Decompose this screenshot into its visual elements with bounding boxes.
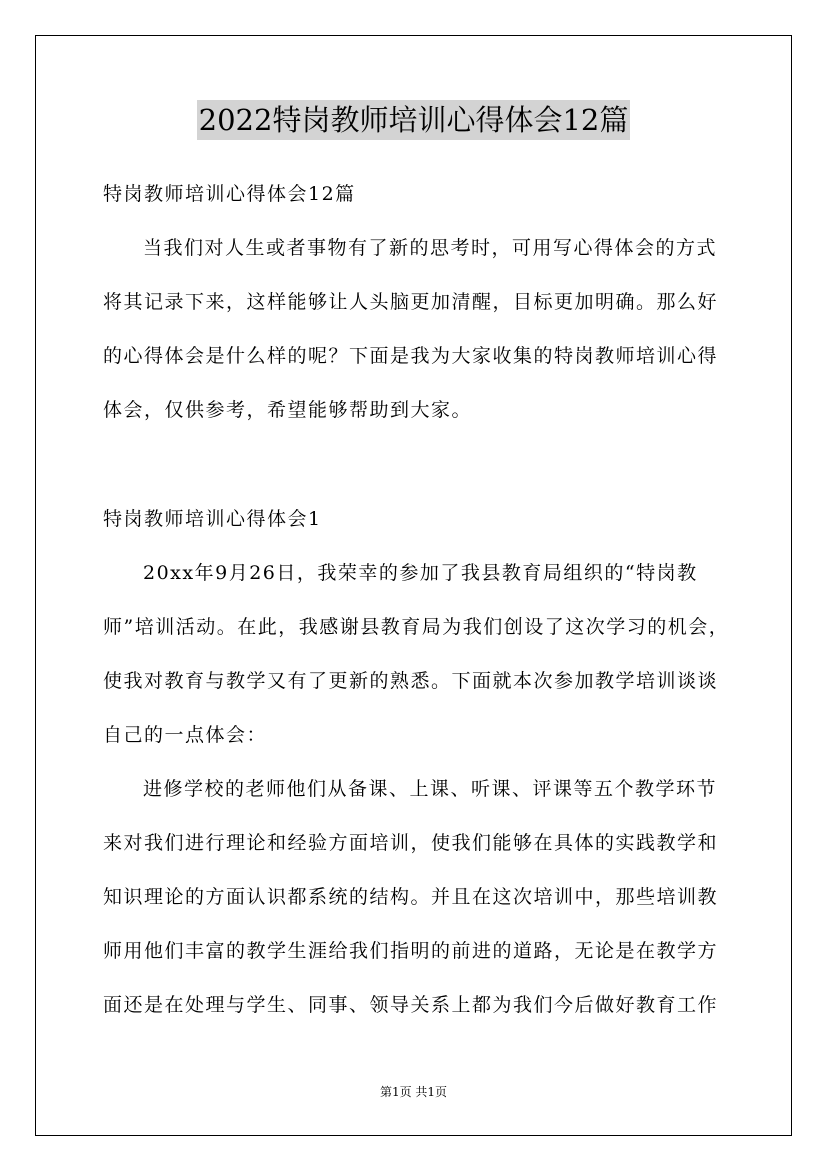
paragraph-line: 将其记录下来，这样能够让人头脑更加清醒，目标更加明确。那么好 <box>103 291 719 313</box>
paragraph-line: 师”培训活动。在此，我感谢县教育局为我们创设了这次学习的机会， <box>103 616 730 638</box>
paragraph-line: 使我对教育与教学又有了更新的熟悉。下面就本次参加教学培训谈谈 <box>103 670 719 692</box>
paragraph-line: 进修学校的老师他们从备课、上课、听课、评课等五个教学环节 <box>143 778 718 800</box>
document-title: 2022特岗教师培训心得体会12篇 <box>197 100 631 140</box>
paragraph-line: 自己的一点体会： <box>103 724 268 746</box>
subtitle-line: 特岗教师培训心得体会12篇 <box>103 183 356 205</box>
page-footer: 第1页 共1页 <box>379 1085 448 1099</box>
paragraph-line: 当我们对人生或者事物有了新的思考时，可用写心得体会的方式 <box>143 237 718 259</box>
paragraph-line: 知识理论的方面认识都系统的结构。并且在这次培训中，那些培训教 <box>103 886 719 908</box>
section-heading: 特岗教师培训心得体会1 <box>103 508 322 530</box>
paragraph-line: 师用他们丰富的教学生涯给我们指明的前进的道路，无论是在教学方 <box>103 940 719 962</box>
paragraph-line: 来对我们进行理论和经验方面培训，使我们能够在具体的实践教学和 <box>103 832 719 854</box>
paragraph-line: 体会，仅供参考，希望能够帮助到大家。 <box>103 399 473 421</box>
title-container <box>0 100 827 140</box>
paragraph-line: 20xx年9月26日，我荣幸的参加了我县教育局组织的“特岗教 <box>143 562 698 584</box>
paragraph-line: 面还是在处理与学生、同事、领导关系上都为我们今后做好教育工作 <box>103 994 719 1016</box>
paragraph-line: 的心得体会是什么样的呢？下面是我为大家收集的特岗教师培训心得 <box>103 345 719 367</box>
